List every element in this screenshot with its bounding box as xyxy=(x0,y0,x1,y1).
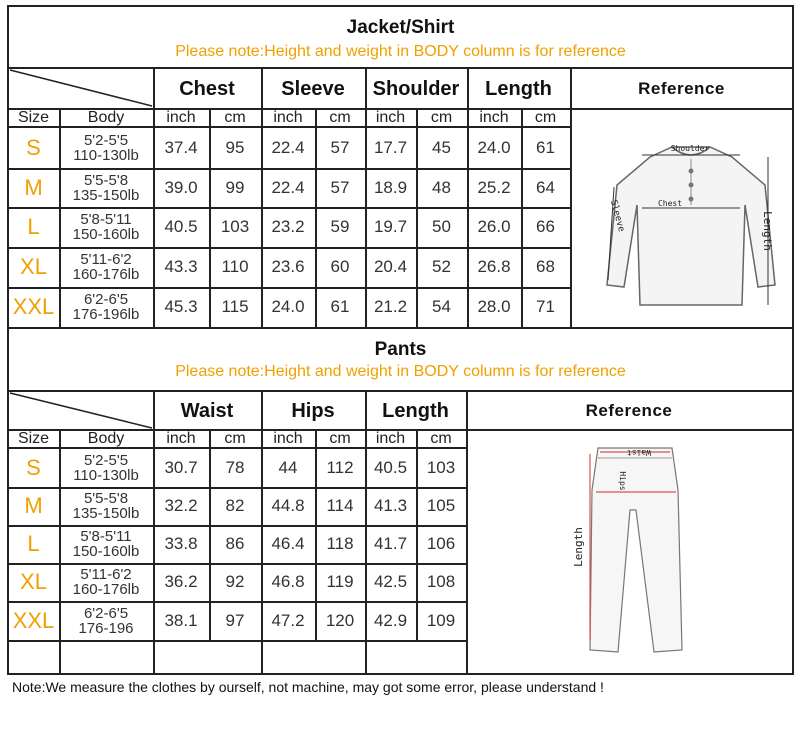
table-cell: 44 xyxy=(278,457,298,477)
body-weight: 135-150lb xyxy=(72,505,140,522)
table-cell: 71 xyxy=(536,297,555,316)
body-height: 5'2-5'5 xyxy=(83,131,129,149)
size-label: XL xyxy=(20,569,47,594)
table-cell: 33.8 xyxy=(164,534,198,553)
body-range xyxy=(59,525,153,563)
table-cell: 66 xyxy=(536,217,555,236)
table-cell: 23.6 xyxy=(271,257,305,276)
table-cell: 82 xyxy=(225,496,245,515)
table-cell: 28.0 xyxy=(477,297,511,316)
body-weight: 150-160lb xyxy=(72,226,140,243)
size-label: XL xyxy=(20,254,47,279)
table-cell: 95 xyxy=(225,137,245,157)
jacket-note: Please note:Height and weight in BODY column is for reference xyxy=(175,43,626,60)
table-cell: 108 xyxy=(426,572,456,591)
jacket-subheader: cm xyxy=(224,109,246,126)
jacket-subheader: cm xyxy=(329,109,351,126)
table-cell: 45.3 xyxy=(164,297,198,316)
footer-note: Note:We measure the clothes by ourself, not machine, may got some error, please understand ! xyxy=(12,679,604,695)
table-cell: 103 xyxy=(426,457,456,477)
table-cell: 106 xyxy=(426,534,456,553)
table-cell: 46.8 xyxy=(271,572,305,591)
table-cell: 42.9 xyxy=(373,610,408,630)
table-cell: 38.1 xyxy=(164,610,198,630)
table-cell: 47.2 xyxy=(271,610,305,630)
table-cell: 41.3 xyxy=(373,496,408,515)
table-cell: 39.0 xyxy=(164,177,198,197)
table-cell: 120 xyxy=(325,610,355,630)
jacket-subheader: cm xyxy=(430,109,453,126)
table-cell: 50 xyxy=(432,217,451,236)
pants-note: Please note:Height and weight in BODY column is for reference xyxy=(175,363,626,380)
table-cell: 18.9 xyxy=(373,177,408,197)
table-cell: 32.2 xyxy=(164,496,198,515)
grid-line xyxy=(7,673,794,675)
body-height: 5'11-6'2 xyxy=(80,566,132,583)
table-cell: 48 xyxy=(432,177,451,197)
pants-header-0: Waist xyxy=(180,399,234,422)
table-cell: 36.2 xyxy=(164,572,198,591)
jacket-subheader: inch xyxy=(166,109,196,126)
header-diagonal xyxy=(8,391,154,430)
table-cell: 42.5 xyxy=(373,572,408,591)
table-cell: 57 xyxy=(330,137,350,157)
table-cell: 25.2 xyxy=(477,177,511,197)
table-cell: 52 xyxy=(432,257,451,276)
table-cell: 57 xyxy=(330,177,350,197)
table-cell: 119 xyxy=(326,572,354,591)
table-cell: 46.4 xyxy=(271,534,305,553)
pants-subheader: inch xyxy=(375,430,406,447)
pants-subheader: Size xyxy=(17,430,50,447)
table-cell: 45 xyxy=(432,137,451,157)
table-cell: 92 xyxy=(225,572,245,591)
body-height: 6'2-6'5 xyxy=(83,604,129,622)
table-cell: 61 xyxy=(536,137,555,157)
body-height: 5'5-5'8 xyxy=(83,490,129,507)
body-height: 5'5-5'8 xyxy=(83,171,129,189)
jacket-subheader: Size xyxy=(17,109,50,126)
grid-line xyxy=(7,327,794,329)
pants-header-1: Hips xyxy=(291,399,335,422)
grid-line xyxy=(466,390,468,674)
size-label: XXL xyxy=(12,294,55,319)
body-weight: 160-176lb xyxy=(72,581,140,598)
pants-subheader: Body xyxy=(87,430,125,447)
pants-subheader: cm xyxy=(329,430,351,447)
body-height: 5'11-6'2 xyxy=(80,251,132,268)
shirt-chest-label: Chest xyxy=(657,198,683,208)
body-range xyxy=(59,247,153,287)
jacket-subheader: inch xyxy=(479,109,509,126)
grid-line xyxy=(7,5,794,7)
table-cell: 114 xyxy=(326,496,354,515)
table-cell: 103 xyxy=(220,217,250,236)
body-weight: 110-130lb xyxy=(73,466,139,484)
body-weight: 176-196 xyxy=(78,619,134,637)
table-cell: 37.4 xyxy=(164,137,198,157)
body-range xyxy=(59,601,153,640)
pants-subheader: inch xyxy=(273,430,303,447)
shirt-shoulder-label: Shoulder xyxy=(670,143,710,153)
table-cell: 118 xyxy=(326,534,354,553)
table-cell: 110 xyxy=(221,257,249,276)
table-cell: 105 xyxy=(426,496,456,515)
table-cell: 40.5 xyxy=(164,217,198,236)
table-cell: 68 xyxy=(536,257,555,276)
body-range xyxy=(59,563,153,601)
body-weight: 160-176lb xyxy=(72,266,140,283)
jacket-header-0: Chest xyxy=(179,77,235,100)
table-cell: 21.2 xyxy=(373,297,408,316)
body-height: 5'2-5'5 xyxy=(83,451,129,469)
table-cell: 86 xyxy=(225,534,245,553)
jacket-subheader: inch xyxy=(375,109,406,126)
table-cell: 109 xyxy=(426,610,456,630)
body-range xyxy=(59,127,153,168)
table-cell: 22.4 xyxy=(271,137,305,157)
table-cell: 22.4 xyxy=(271,177,305,197)
table-cell: 97 xyxy=(225,610,245,630)
table-cell: 40.5 xyxy=(373,457,408,477)
shirt-length-label: Length xyxy=(761,211,775,251)
table-cell: 43.3 xyxy=(164,257,198,276)
body-range xyxy=(59,448,153,487)
body-range xyxy=(59,287,153,327)
size-label: S xyxy=(26,134,41,160)
table-cell: 99 xyxy=(225,177,245,197)
jacket-title: Jacket/Shirt xyxy=(346,17,455,38)
size-label: XXL xyxy=(12,607,55,633)
body-range xyxy=(59,207,153,247)
pants-subheader: cm xyxy=(430,430,452,447)
table-cell: 26.0 xyxy=(477,217,511,236)
jacket-subheader: Body xyxy=(87,109,125,126)
body-weight: 135-150lb xyxy=(72,186,140,204)
table-cell: 30.7 xyxy=(164,457,198,477)
pants-reference-label: Reference xyxy=(585,401,673,420)
table-cell: 26.8 xyxy=(477,257,511,276)
body-weight: 150-160lb xyxy=(72,543,140,560)
body-height: 5'8-5'11 xyxy=(80,211,132,228)
size-label: L xyxy=(27,531,40,556)
table-cell: 20.4 xyxy=(373,257,408,276)
table-cell: 60 xyxy=(330,257,350,276)
table-cell: 24.0 xyxy=(271,297,305,316)
table-cell: 44.8 xyxy=(271,496,305,515)
table-cell: 41.7 xyxy=(373,534,408,553)
jacket-reference-label: Reference xyxy=(638,79,725,98)
body-range xyxy=(59,168,153,207)
size-label: L xyxy=(27,214,40,239)
size-label: M xyxy=(24,174,43,200)
size-label: S xyxy=(26,454,41,480)
table-cell: 64 xyxy=(536,177,555,197)
body-weight: 110-130lb xyxy=(73,146,139,164)
jacket-header-1: Sleeve xyxy=(281,77,345,100)
pants-subheader: inch xyxy=(166,430,196,447)
body-weight: 176-196lb xyxy=(72,306,140,323)
jacket-header-2: Shoulder xyxy=(372,77,460,100)
table-cell: 54 xyxy=(432,297,451,316)
pants-waist-label: Waist xyxy=(626,448,652,458)
table-cell: 112 xyxy=(326,457,354,477)
grid-line xyxy=(7,640,467,642)
table-cell: 24.0 xyxy=(477,137,511,157)
jacket-header-3: Length xyxy=(485,77,552,100)
body-height: 6'2-6'5 xyxy=(83,291,129,308)
table-cell: 115 xyxy=(221,297,249,316)
table-cell: 19.7 xyxy=(373,217,408,236)
table-cell: 61 xyxy=(330,297,350,316)
pants-hips-label: Hips xyxy=(618,471,628,491)
grid-line xyxy=(792,5,794,674)
table-cell: 17.7 xyxy=(373,137,408,157)
header-diagonal xyxy=(8,68,154,108)
body-height: 5'8-5'11 xyxy=(80,528,132,545)
table-cell: 59 xyxy=(330,217,350,236)
table-cell: 23.2 xyxy=(271,217,305,236)
size-label: M xyxy=(24,493,43,518)
table-cell: 78 xyxy=(225,457,245,477)
jacket-subheader: cm xyxy=(534,109,557,126)
body-range xyxy=(59,487,153,525)
pants-title: Pants xyxy=(374,339,427,360)
jacket-subheader: inch xyxy=(273,109,303,126)
pants-header-2: Length xyxy=(382,399,449,422)
shirt-sleeve-label: Sleeve xyxy=(607,198,627,233)
pants-subheader: cm xyxy=(224,430,246,447)
pants-length-label: Length xyxy=(571,527,585,567)
